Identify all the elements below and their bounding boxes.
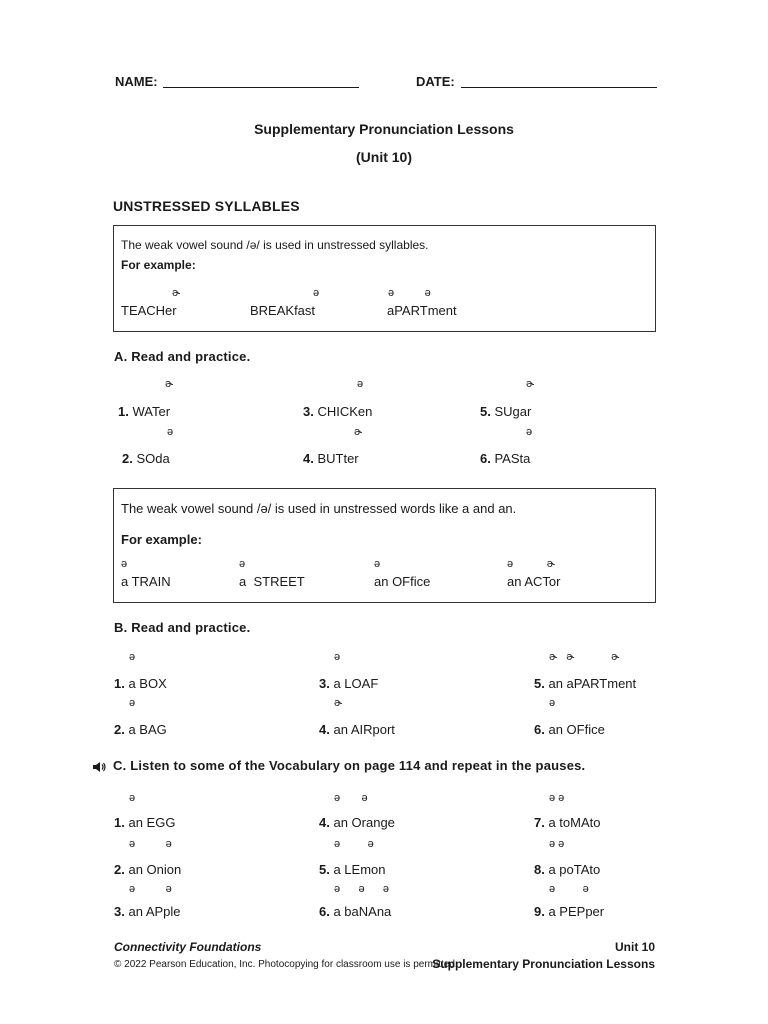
list-item: 4. an Orange: [319, 815, 395, 830]
schwa-mark: ɚ: [354, 426, 363, 438]
example-word: an ACTor: [507, 574, 561, 589]
schwa-mark: ə ə ə: [334, 883, 390, 895]
speaker-icon[interactable]: [92, 760, 106, 778]
schwa-mark: ə: [121, 558, 128, 570]
footer-unit: Unit 10: [614, 940, 655, 954]
schwa-mark: ɚ: [334, 697, 343, 709]
example-word: aPARTment: [387, 303, 457, 318]
schwa-mark: ə ə: [334, 792, 368, 804]
schwa-mark: ə ə: [549, 792, 565, 804]
list-item: 4. BUTter: [303, 451, 359, 466]
page-subtitle: (Unit 10): [356, 149, 412, 165]
schwa-mark: ə ə: [388, 287, 431, 299]
footer-copyright: © 2022 Pearson Education, Inc. Photocopying for classroom use is permitted.: [114, 959, 458, 970]
schwa-mark: ə: [129, 697, 136, 709]
list-item: 8. a poTAto: [534, 862, 601, 877]
footer-section: Supplementary Pronunciation Lessons: [432, 957, 655, 971]
name-label: NAME:: [115, 74, 158, 89]
list-item: 5. SUgar: [480, 404, 532, 419]
schwa-mark: ə: [313, 287, 320, 299]
list-item: 6. an OFfice: [534, 722, 605, 737]
example-word: BREAKfast: [250, 303, 316, 318]
part-a-heading: A. Read and practice.: [114, 349, 251, 364]
example-word: a STREET: [239, 574, 305, 589]
list-item: 6. PASta: [480, 451, 531, 466]
list-item: 3. CHICKen: [303, 404, 373, 419]
example-word: an OFfice: [374, 574, 431, 589]
list-item: 9. a PEPper: [534, 904, 605, 919]
list-item: 1. an EGG: [114, 815, 176, 830]
list-item: 5. a LEmon: [319, 862, 386, 877]
schwa-mark: ɚ ɚ ɚ: [549, 651, 620, 663]
list-item: 2. an Onion: [114, 862, 182, 877]
list-item: 2. SOda: [122, 451, 170, 466]
date-label: DATE:: [416, 74, 455, 89]
list-item: 1. WATer: [118, 404, 171, 419]
rule-box-syllables: [113, 225, 656, 332]
schwa-mark: ə ə: [129, 883, 172, 895]
part-b-heading: B. Read and practice.: [114, 620, 251, 635]
name-line[interactable]: [163, 87, 359, 88]
example-word: TEACHer: [121, 303, 177, 318]
schwa-mark: ə: [334, 651, 341, 663]
schwa-mark: ə: [129, 792, 136, 804]
schwa-mark: ə ɚ: [507, 558, 555, 570]
schwa-mark: ə ə: [129, 838, 172, 850]
rule-box-articles: [113, 488, 656, 603]
list-item: 5. an aPARTment: [534, 676, 637, 691]
schwa-mark: ə: [549, 697, 556, 709]
example-word: a TRAIN: [121, 574, 171, 589]
schwa-mark: ɚ: [165, 378, 174, 390]
for-example-label: For example:: [121, 258, 196, 272]
schwa-mark: ə: [526, 426, 533, 438]
schwa-mark: ə ə: [549, 838, 565, 850]
for-example-label: For example:: [121, 532, 202, 547]
section-heading: UNSTRESSED SYLLABLES: [113, 198, 300, 214]
schwa-mark: ɚ: [526, 378, 535, 390]
rule-text: The weak vowel sound /ə/ is used in unstressed words like a and an.: [121, 501, 517, 516]
schwa-mark: ə: [357, 378, 364, 390]
rule-text: The weak vowel sound /ə/ is used in unstressed syllables.: [121, 238, 429, 252]
schwa-mark: ə: [374, 558, 381, 570]
schwa-mark: ɚ: [172, 287, 181, 299]
schwa-mark: ə ə: [334, 838, 374, 850]
list-item: 6. a baNAna: [319, 904, 392, 919]
page-title: Supplementary Pronunciation Lessons: [254, 121, 514, 137]
list-item: 1. a BOX: [114, 676, 167, 691]
list-item: 4. an AIRport: [319, 722, 395, 737]
schwa-mark: ə: [167, 426, 174, 438]
list-item: 3. an APple: [114, 904, 181, 919]
list-item: 2. a BAG: [114, 722, 167, 737]
list-item: 3. a LOAF: [319, 676, 379, 691]
schwa-mark: ə: [129, 651, 136, 663]
part-c-heading: C. Listen to some of the Vocabulary on page 114 and repeat in the pauses.: [113, 758, 586, 773]
list-item: 7. a toMAto: [534, 815, 601, 830]
schwa-mark: ə ə: [549, 883, 589, 895]
date-line[interactable]: [461, 87, 657, 88]
schwa-mark: ə: [239, 558, 246, 570]
footer-book-title: Connectivity Foundations: [114, 940, 262, 954]
